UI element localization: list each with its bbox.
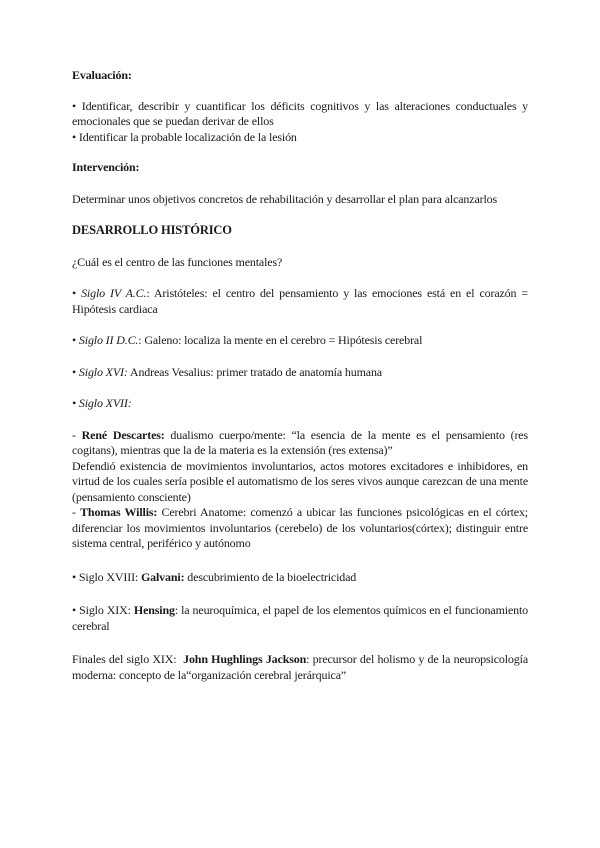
prefix: • Siglo XIX: xyxy=(72,603,134,617)
historia-question: ¿Cuál es el centro de las funciones mentales? xyxy=(72,254,283,269)
siglo-iv-paragraph xyxy=(72,286,528,317)
document-page xyxy=(72,68,528,683)
evaluacion-bullet-2: • Identificar la probable localización de la lesión xyxy=(72,129,297,144)
siglo-xviii-paragraph xyxy=(72,570,528,586)
person-name: Hensing xyxy=(133,603,175,617)
descartes-paragraph xyxy=(72,428,528,459)
historia-title: DESARROLLO HISTÓRICO xyxy=(72,223,232,237)
era-label: Siglo XVI: xyxy=(78,364,128,379)
evaluacion-bullet-1: • Identificar, describir y cuantificar los déficits cognitivos y las alteraciones conductuales y emocionales que se puedan derivar de ellos xyxy=(72,98,528,128)
person-name: René Descartes: xyxy=(81,427,165,442)
paragraph-text: Andreas Vesalius: primer tratado de anatomía humana xyxy=(127,364,382,379)
paragraph-text: descubrimiento de la bioelectricidad xyxy=(184,569,357,584)
paragraph-text: Cerebri Anatome: comenzó a ubicar las funciones psicológicas en el córtex; diferenciar los movimientos involuntarios (cerebelo) de los voluntarios(córtex); distinguir entre sistema central, periférico y autónomo xyxy=(72,505,528,550)
evaluacion-heading: Evaluación: xyxy=(72,68,132,82)
descartes-paragraph-2: Defendió existencia de movimientos involuntarios, actos motores excitadores e inhibidores, en virtud de los cuales sería posible el automatismo de los seres vivos aunque carezcan de una mente (pensamiento consciente) xyxy=(72,458,528,504)
person-name: Thomas Willis: xyxy=(80,505,158,519)
bullet: • xyxy=(72,364,79,379)
person-name: Galvani: xyxy=(140,569,185,584)
siglo-xix-paragraph xyxy=(72,603,528,634)
siglo-xvii-label: • Siglo XVII: xyxy=(72,396,132,410)
paragraph-text: : precursor del holismo y de la neuropsicología moderna: concepto de la“organización cerebral jerárquica” xyxy=(72,652,528,682)
era-label: Siglo IV A.C. xyxy=(81,286,147,300)
era-label: Siglo II D.C. xyxy=(78,333,139,347)
intervencion-text: Determinar unos objetivos concretos de rehabilitación y desarrollar el plan para alcanzarlos xyxy=(72,191,498,206)
person-name: John Hughlings Jackson xyxy=(183,652,307,666)
dash: - xyxy=(72,427,82,442)
bullet: • xyxy=(72,333,79,347)
paragraph-text: : Galeno: localiza la mente en el cerebro = Hipótesis cerebral xyxy=(138,333,423,347)
paragraph-text: : Aristóteles: el centro del pensamiento y las emociones está en el corazón = Hipótesis cardiaca xyxy=(72,286,529,316)
siglo-ii-paragraph xyxy=(72,333,528,349)
finales-xix-paragraph xyxy=(72,652,528,683)
prefix: Finales del siglo XIX: xyxy=(72,652,184,666)
siglo-xvi-paragraph xyxy=(72,365,528,381)
dash: - xyxy=(72,505,81,519)
intervencion-heading: Intervención: xyxy=(72,160,140,174)
prefix: • Siglo XVIII: xyxy=(72,569,141,584)
willis-paragraph xyxy=(72,505,528,552)
bullet: • xyxy=(72,286,82,300)
paragraph-text: dualismo cuerpo/mente: “la esencia de la mente es el pensamiento (res cogitans), mientras que la de la materia es la extensión (res extensa)” xyxy=(72,427,528,457)
paragraph-text: : la neuroquímica, el papel de los elementos químicos en el funcionamiento cerebral xyxy=(72,603,529,633)
